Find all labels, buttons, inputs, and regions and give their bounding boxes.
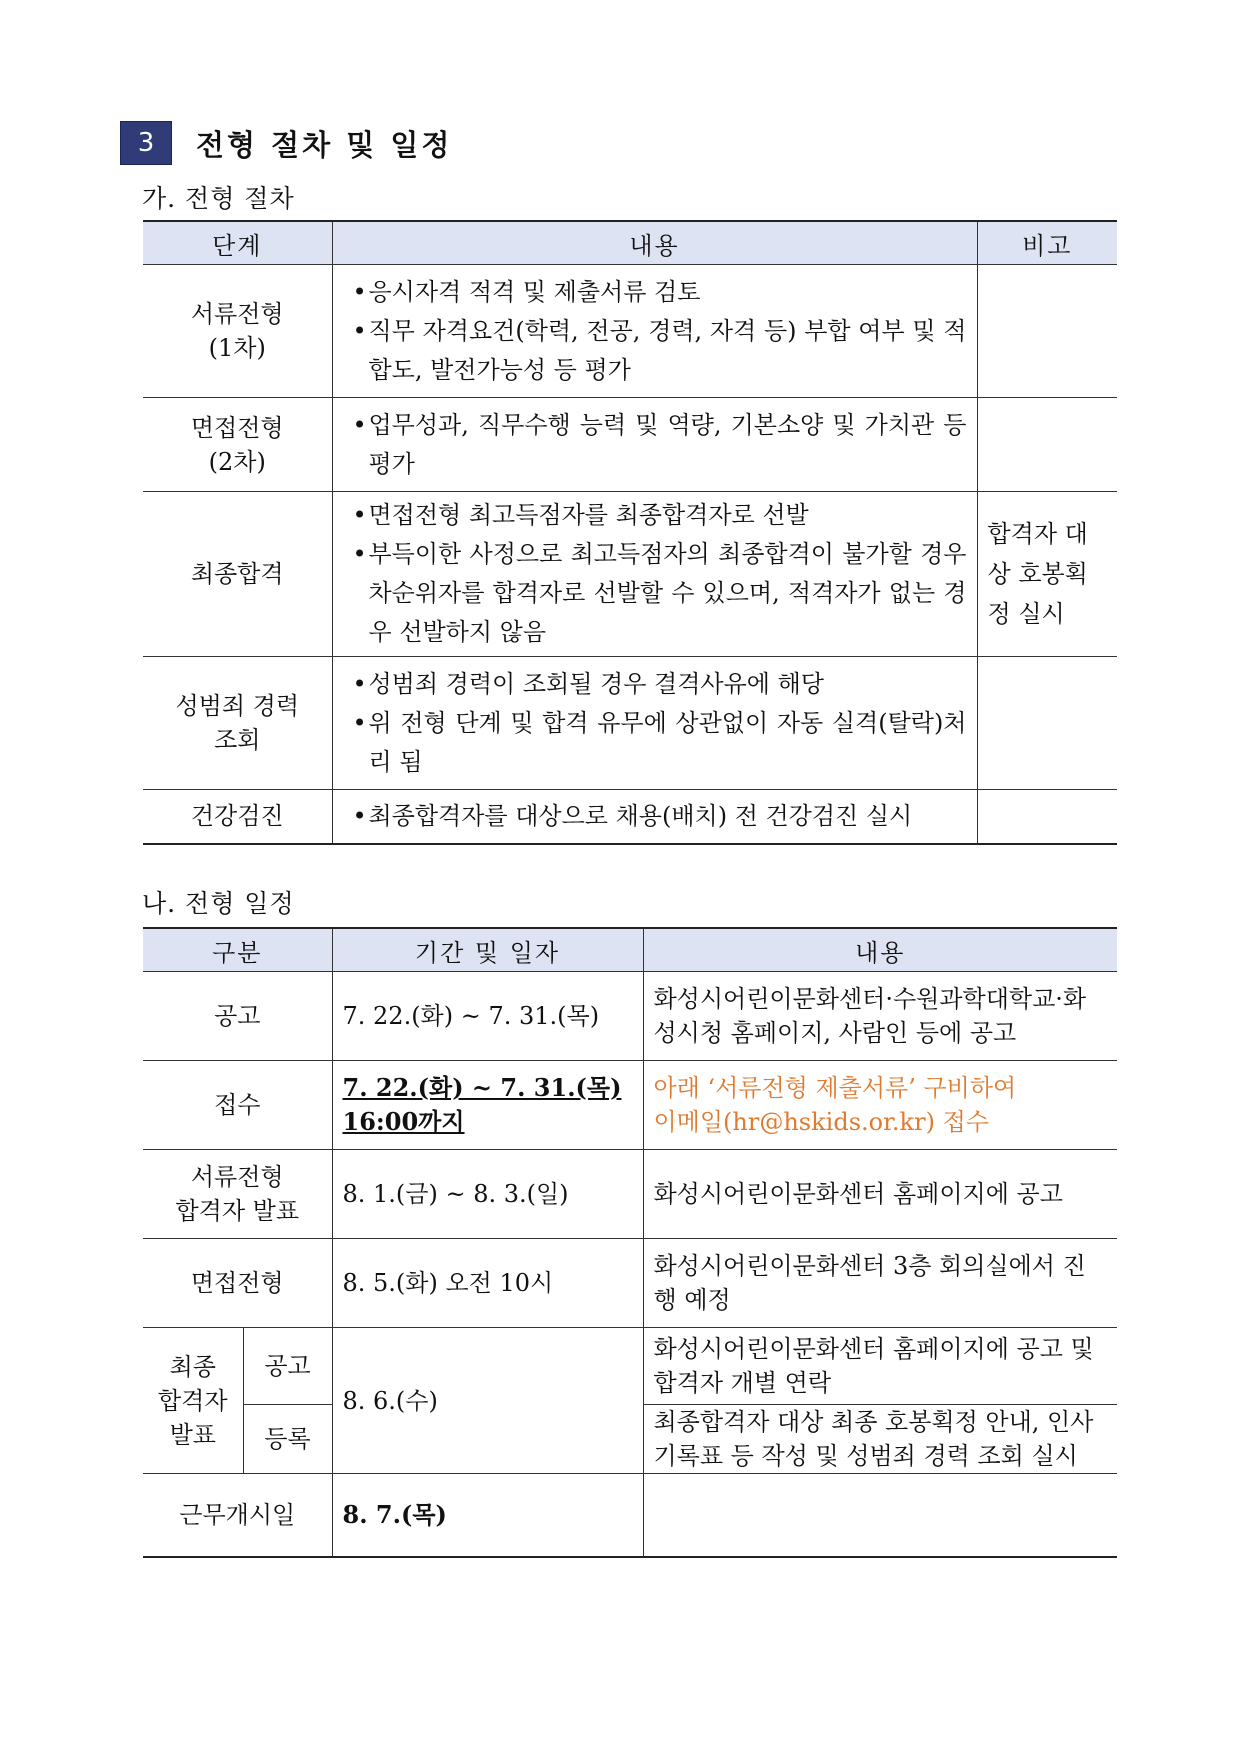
- section-number: 3: [120, 121, 172, 165]
- category-cell: 접수: [143, 1061, 332, 1150]
- table-row: [143, 972, 1117, 1061]
- header-category: 구분: [143, 928, 332, 972]
- content-cell: • 최종합격자를 대상으로 채용(배치) 전 건강검진 실시: [332, 790, 977, 844]
- note-cell: [977, 265, 1117, 398]
- table-row: [143, 1239, 1117, 1328]
- stage-cell: 면접전형 (2차): [143, 398, 332, 492]
- header-content: 내용: [643, 928, 1117, 972]
- table-row: [143, 265, 1117, 398]
- category-cell: 근무개시일: [143, 1474, 332, 1557]
- section-header: [120, 121, 452, 165]
- stage-cell: 성범죄 경력 조회: [143, 657, 332, 790]
- procedure-table: [143, 220, 1117, 845]
- note-cell: [977, 657, 1117, 790]
- period-cell: 8. 5.(화) 오전 10시: [332, 1239, 643, 1328]
- header-note: 비고: [977, 221, 1117, 265]
- content-cell: 최종합격자 대상 최종 호봉획정 안내, 인사기록표 등 작성 및 성범죄 경력 조회 실시: [643, 1405, 1117, 1474]
- table-row: [143, 1061, 1117, 1150]
- content-cell: • 업무성과, 직무수행 능력 및 역량, 기본소양 및 가치관 등 평가: [332, 398, 977, 492]
- content-cell: 아래 ‘서류전형 제출서류’ 구비하여 이메일(hr@hskids.or.kr) 접수: [643, 1061, 1117, 1150]
- stage-cell: 최종합격: [143, 492, 332, 657]
- stage-cell: 서류전형 (1차): [143, 265, 332, 398]
- schedule-table: [143, 927, 1117, 1558]
- table-row: [143, 1328, 1117, 1405]
- stage-cell: 건강검진: [143, 790, 332, 844]
- period-cell: 8. 6.(수): [332, 1328, 643, 1474]
- note-cell: 합격자 대상 호봉획정 실시: [977, 492, 1117, 657]
- content-cell: • 면접전형 최고득점자를 최종합격자로 선발 • 부득이한 사정으로 최고득점자의 최종합격이 불가할 경우 차순위자를 합격자로 선발할 수 있으며, 적격자가 없는 경우 선발하지 않음: [332, 492, 977, 657]
- table-row: [143, 657, 1117, 790]
- header-content: 내용: [332, 221, 977, 265]
- period-cell: 7. 22.(화) ~ 7. 31.(목) 16:00까지: [332, 1061, 643, 1150]
- subcategory-cell: 등록: [243, 1405, 332, 1474]
- period-cell: 7. 22.(화) ~ 7. 31.(목): [332, 972, 643, 1061]
- note-cell: [977, 398, 1117, 492]
- table-row: [143, 492, 1117, 657]
- content-cell: 화성시어린이문화센터 홈페이지에 공고: [643, 1150, 1117, 1239]
- period-cell: 8. 1.(금) ~ 8. 3.(일): [332, 1150, 643, 1239]
- table-row: [143, 1474, 1117, 1557]
- procedure-heading: 가. 전형 절차: [142, 184, 295, 213]
- category-cell: 면접전형: [143, 1239, 332, 1328]
- header-stage: 단계: [143, 221, 332, 265]
- header-period: 기간 및 일자: [332, 928, 643, 972]
- subcategory-cell: 공고: [243, 1328, 332, 1405]
- content-cell: • 성범죄 경력이 조회될 경우 결격사유에 해당 • 위 전형 단계 및 합격 유무에 상관없이 자동 실격(탈락)처리 됨: [332, 657, 977, 790]
- category-cell: 최종 합격자 발표: [143, 1328, 243, 1474]
- content-cell: [643, 1474, 1117, 1557]
- table-row: [143, 1150, 1117, 1239]
- content-cell: 화성시어린이문화센터·수원과학대학교·화성시청 홈페이지, 사람인 등에 공고: [643, 972, 1117, 1061]
- table-row: [143, 790, 1117, 844]
- schedule-heading: 나. 전형 일정: [142, 889, 295, 918]
- category-cell: 공고: [143, 972, 332, 1061]
- category-cell: 서류전형 합격자 발표: [143, 1150, 332, 1239]
- table-row: [143, 398, 1117, 492]
- period-cell: 8. 7.(목): [332, 1474, 643, 1557]
- content-cell: 화성시어린이문화센터 3층 회의실에서 진행 예정: [643, 1239, 1117, 1328]
- content-cell: • 응시자격 적격 및 제출서류 검토 • 직무 자격요건(학력, 전공, 경력, 자격 등) 부합 여부 및 적합도, 발전가능성 등 평가: [332, 265, 977, 398]
- note-cell: [977, 790, 1117, 844]
- section-title: 전형 절차 및 일정: [196, 127, 453, 162]
- content-cell: 화성시어린이문화센터 홈페이지에 공고 및 합격자 개별 연락: [643, 1328, 1117, 1405]
